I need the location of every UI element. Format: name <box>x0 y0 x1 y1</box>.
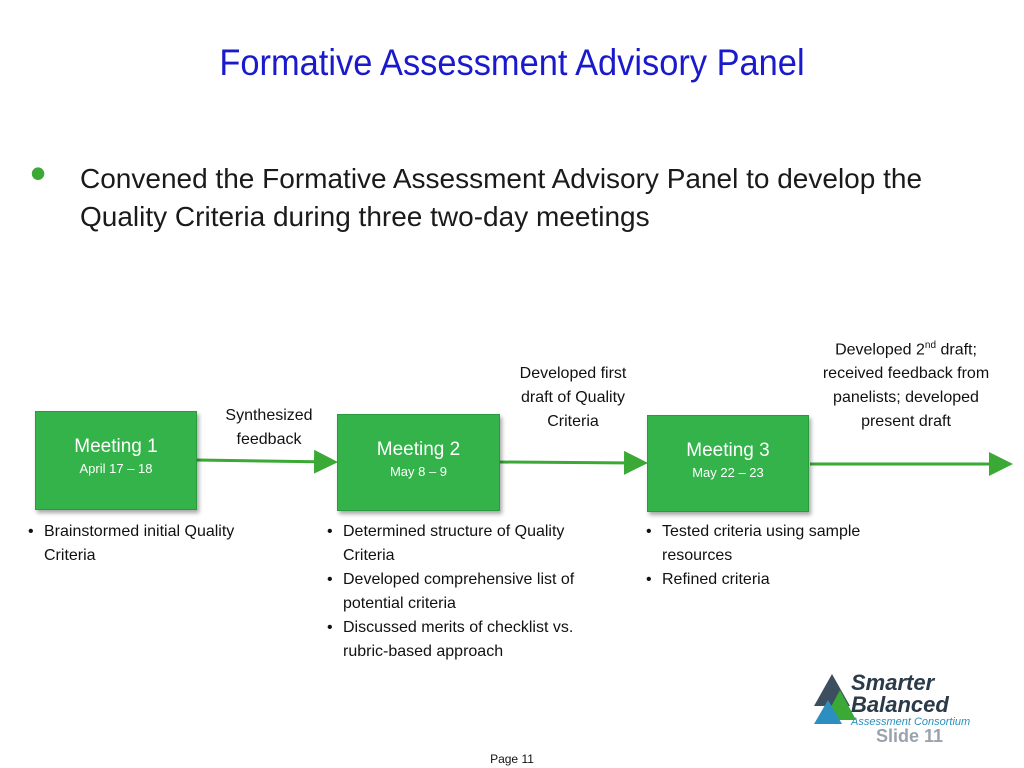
list-item: • Refined criteria <box>644 568 864 592</box>
note-synthesized: Synthesized feedback <box>225 407 313 448</box>
meeting-2-name: Meeting 2 <box>376 439 461 460</box>
logo-line-1: Smarter <box>851 670 935 695</box>
arrow-1-2 <box>196 460 332 462</box>
note-second-draft-sup: nd <box>924 340 937 351</box>
list-item: • Developed comprehensive list of potential criteria <box>325 568 585 616</box>
list-item: • Brainstormed initial Quality Criteria <box>26 520 236 568</box>
logo-line-2: Balanced <box>851 692 949 717</box>
page-number: Page 11 <box>490 752 534 766</box>
meeting-1-name: Meeting 1 <box>74 436 158 457</box>
meeting-3-date: May 22 – 23 <box>692 465 764 480</box>
meeting-1-list <box>26 520 236 568</box>
list-item: • Tested criteria using sample resources <box>644 520 864 568</box>
meeting-2-box <box>337 414 500 511</box>
logo-line-3: Assessment Consortium <box>851 716 971 728</box>
list-item: • Discussed merits of checklist vs. rubric-based approach <box>325 616 585 664</box>
arrow-2-3 <box>500 462 642 463</box>
bullet-text: Convened the Formative Assessment Advisory Panel to develop the Quality Criteria during three two-day meetings <box>80 163 923 232</box>
meeting-3-box <box>647 415 809 512</box>
meeting-1-date: April 17 – 18 <box>79 461 153 476</box>
note-second-draft <box>812 334 1000 434</box>
meeting-2-date: May 8 – 9 <box>389 464 448 479</box>
meeting-1-box <box>35 411 197 510</box>
slide-title: Formative Assessment Advisory Panel <box>219 42 805 83</box>
bullet-dot: • <box>30 147 47 199</box>
meeting-2-list <box>325 520 585 664</box>
list-item: • Determined structure of Quality Criteria <box>325 520 585 568</box>
logo-text <box>851 672 970 728</box>
meeting-3-name: Meeting 3 <box>686 440 770 461</box>
note-first-draft: Developed first draft of Quality Criteria <box>519 365 627 430</box>
note-second-draft-post: draft; received feedback from panelists; developed present draft <box>822 341 990 431</box>
slide-number: Slide 11 <box>876 726 944 746</box>
meeting-3-list <box>644 520 864 592</box>
note-second-draft-pre: Developed 2 <box>835 341 925 359</box>
